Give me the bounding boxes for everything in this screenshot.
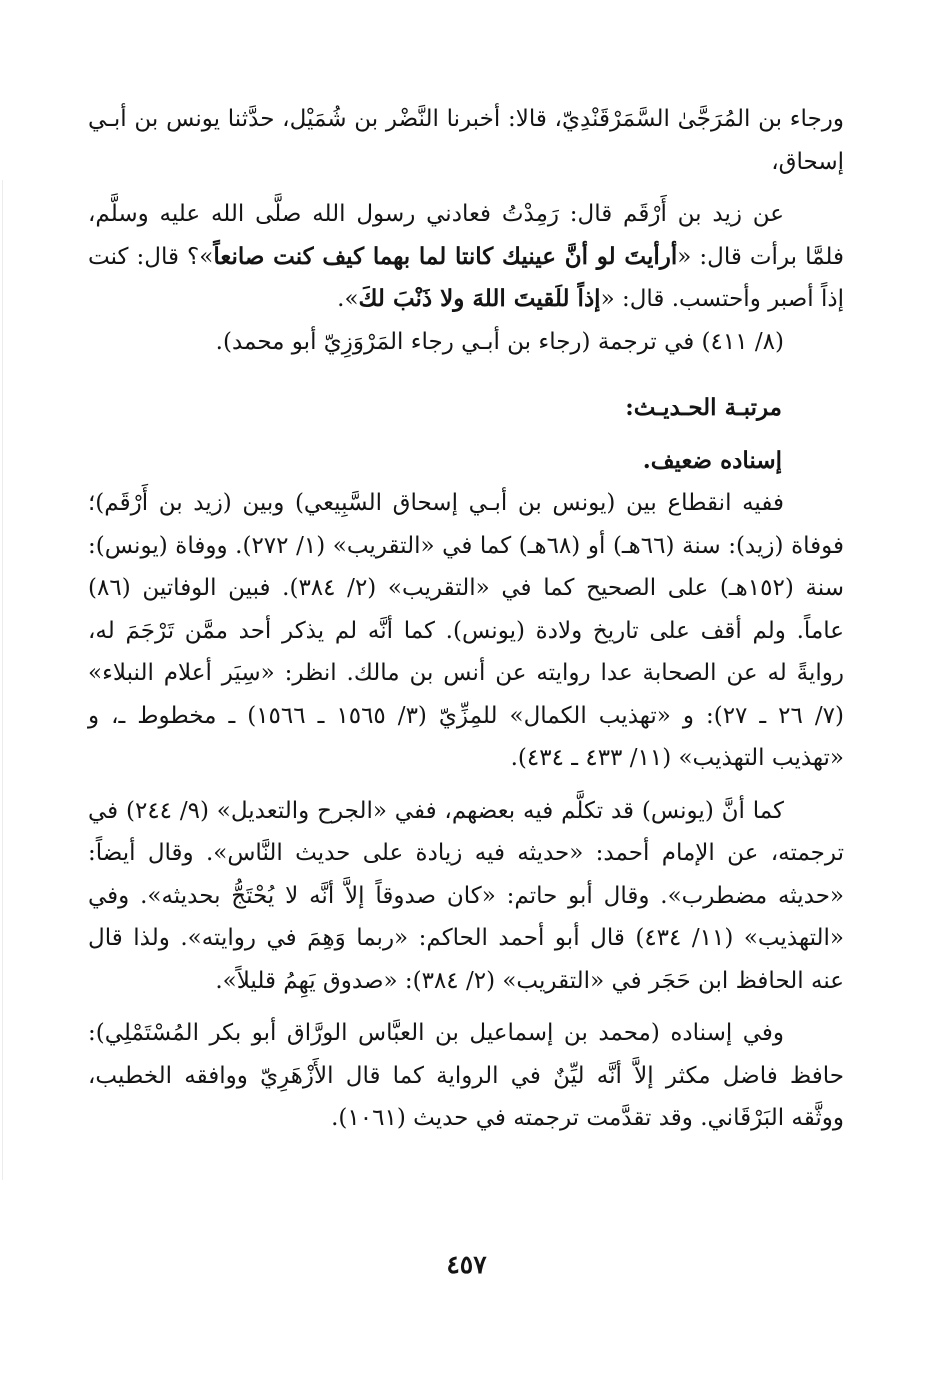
paragraph-isnad-narrator: وفي إسناده (محمد بن إسماعيل بن العبَّاس الورَّاق أبو بكر المُسْتَمْلِي): حافظ فاضل مكثر إلاَّ أنَّه ليِّنٌ في الرواية كما قال الأَزْهَرِيّ ووافقه الخطيب، ووثَّقه البَرْقَاني. وقد تقدَّمت ترجمته في حديث (١٠٦١). bbox=[88, 1020, 844, 1131]
hadith-quote-1: أرأيتَ لو أنَّ عينيك كانتا لما بهما كيف كنت صانعاً bbox=[213, 242, 678, 270]
section-heading: مرتبـة الحـديـث: bbox=[625, 394, 782, 421]
page-body bbox=[88, 98, 844, 1140]
hadith-end: ». bbox=[337, 286, 359, 312]
paragraph-interruption: ففيه انقطاع بين (يونس بن أبـي إسحاق السَّبِيعي) وبين (زيد بن أَرْقَم)؛ فوفاة (زيد): سنة (٦٦هـ) أو (٦٨هـ) كما في «التقريب» (١/ ٢٧٢). ووفاة (يونس): سنة (١٥٢هـ) على الصحيح كما في «التقريب» (٢/ ٣٨٤). فبين الوفاتين (٨٦) عاماً. ولم أقف على تاريخ ولادة (يونس). كما أنَّه لم يذكر أحد ممَّن تَرْجَمَ له، روايةً له عن الصحابة عدا روايته عن أنس بن مالك. انظر: «سِيَر أعلام النبلاء» (٧/ ٢٦ ـ ٢٧): و «تهذيب الكمال» للمِزِّيّ (٣/ ١٥٦٥ ـ ١٥٦٦) ـ مخطوط ـ، و «تهذيب التهذيب» (١١/ ٤٣٣ ـ ٤٣٤). bbox=[88, 490, 845, 771]
hadith-mid: »؟ قال: كنت إذاً أصبر وأحتسب. قال: « bbox=[88, 243, 844, 312]
hadith-intro: عن زيد بن أَرْقَم قال: رَمِدْتُ فعادني رسول الله صلَّى الله عليه وسلَّم، فلمَّا برأت قال: « bbox=[88, 201, 845, 270]
scan-margin-line bbox=[2, 180, 3, 1180]
paragraph-yunus-criticism: كما أنَّ (يونس) قد تكلَّم فيه بعضهم، ففي «الجرح والتعديل» (٩/ ٢٤٤) في ترجمته، عن الإمام أحمد: «حديثه فيه زيادة على حديث النَّاس». وقال أيضاً: «حديثه مضطرب». وقال أبو حاتم: «كان صدوقاً إلاَّ أنَّه لا يُحْتَجُّ بحديثه». وفي «التهذيب» (١١/ ٤٣٤) قال أبو أحمد الحاكم: «ربما وَهِمَ في روايته». ولذا قال عنه الحافظ ابن حَجَر في «التقريب» (٢/ ٣٨٤): «صدوق يَهِمُ قليلاً». bbox=[88, 797, 845, 994]
paragraph-hadith-text bbox=[88, 193, 844, 321]
hadith-grade: إسناده ضعيف. bbox=[642, 446, 782, 474]
hadith-quote-2: إذاً للَقيتَ اللهَ ولا ذَنْبَ لكَ bbox=[358, 285, 601, 312]
page-number: ٤٥٧ bbox=[446, 1250, 487, 1279]
source-reference: (٨/ ٤١١) في ترجمة (رجاء بن أبـي رجاء المَرْوَزِيّ أبو محمد). bbox=[215, 328, 784, 355]
paragraph-chain-continuation: ورجاء بن المُرَجَّىٰ السَّمَرْقَنْدِيّ، قالا: أخبرنا النَّضْر بن شُمَيْل، حدَّثنا يونس بن أبـي إسحاق، bbox=[88, 106, 844, 175]
